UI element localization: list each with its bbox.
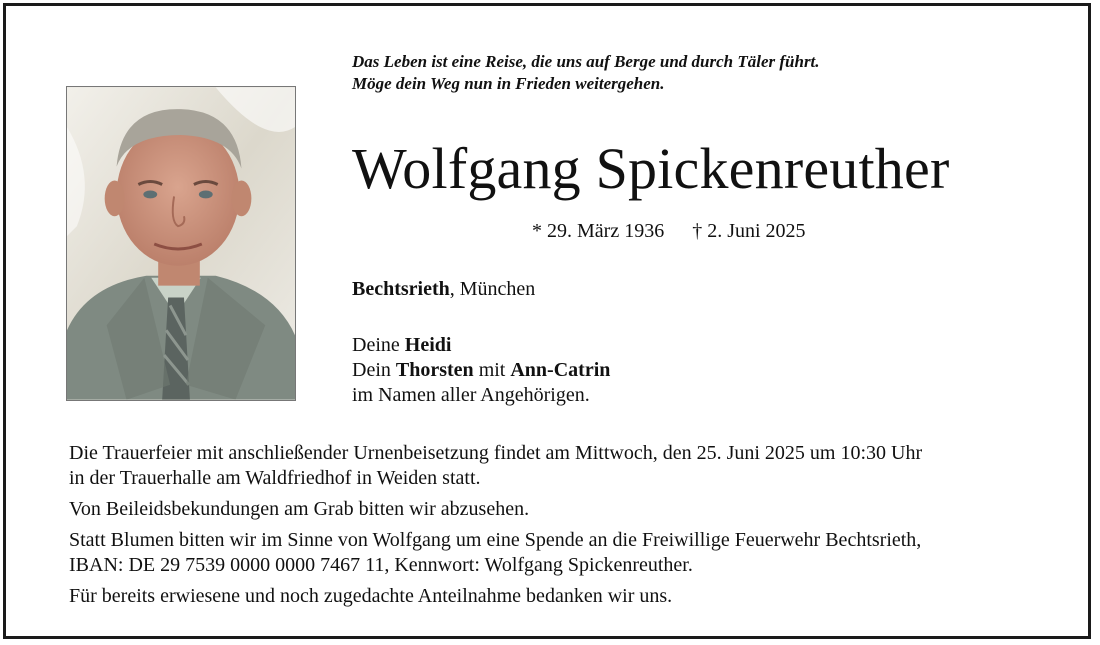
mourner-name: Heidi: [404, 334, 452, 356]
obituary-notice: [3, 3, 1091, 639]
birth-date: * 29. März 1936: [532, 220, 665, 242]
residence-rest: , München: [449, 278, 536, 300]
portrait-illustration: [67, 87, 295, 400]
motto-quote: [352, 51, 1052, 95]
death-date: † 2. Juni 2025: [692, 220, 806, 242]
condolence-paragraph: Von Beileidsbekundungen am Grab bitten wir abzusehen.: [69, 498, 530, 520]
thanks-paragraph: Für bereits erwiesene und noch zugedachte Anteilnahme bedanken wir uns.: [69, 585, 673, 607]
ceremony-line-2: in der Trauerhalle am Waldfriedhof in Weiden statt.: [69, 467, 481, 489]
mourner-prefix: Dein: [352, 359, 396, 381]
donation-line-2: IBAN: DE 29 7539 0000 0000 7467 11, Kennwort: Wolfgang Spickenreuther.: [69, 554, 693, 576]
motto-line-2: Möge dein Weg nun in Frieden weitergehen.: [352, 74, 665, 93]
life-dates: [532, 218, 806, 244]
funeral-information: [69, 441, 1079, 615]
mourners-list: [352, 333, 610, 408]
mourner-line-2: [352, 358, 610, 383]
portrait-photo: [66, 86, 296, 401]
residence: [352, 276, 535, 302]
mourner-line-1: [352, 333, 610, 358]
mourner-line-3: im Namen aller Angehörigen.: [352, 384, 590, 406]
donation-line-1: Statt Blumen bitten wir im Sinne von Wolfgang um eine Spende an die Freiwillige Feuerwehr Bechtsrieth,: [69, 529, 922, 551]
deceased-name: Wolfgang Spickenreuther: [352, 136, 950, 201]
ceremony-line-1: Die Trauerfeier mit anschließender Urnenbeisetzung findet am Mittwoch, den 25. Juni 2025 um 10:30 Uhr: [69, 442, 923, 464]
mourner-connector: mit: [473, 359, 511, 381]
ceremony-paragraph: [69, 441, 1079, 491]
motto-line-1: Das Leben ist eine Reise, die uns auf Berge und durch Täler führt.: [352, 52, 820, 71]
mourner-name: Thorsten: [395, 359, 474, 381]
residence-town: Bechtsrieth: [352, 278, 450, 300]
mourner-prefix: Deine: [352, 334, 405, 356]
donation-paragraph: [69, 528, 1079, 578]
mourner-name: Ann-Catrin: [510, 359, 611, 381]
